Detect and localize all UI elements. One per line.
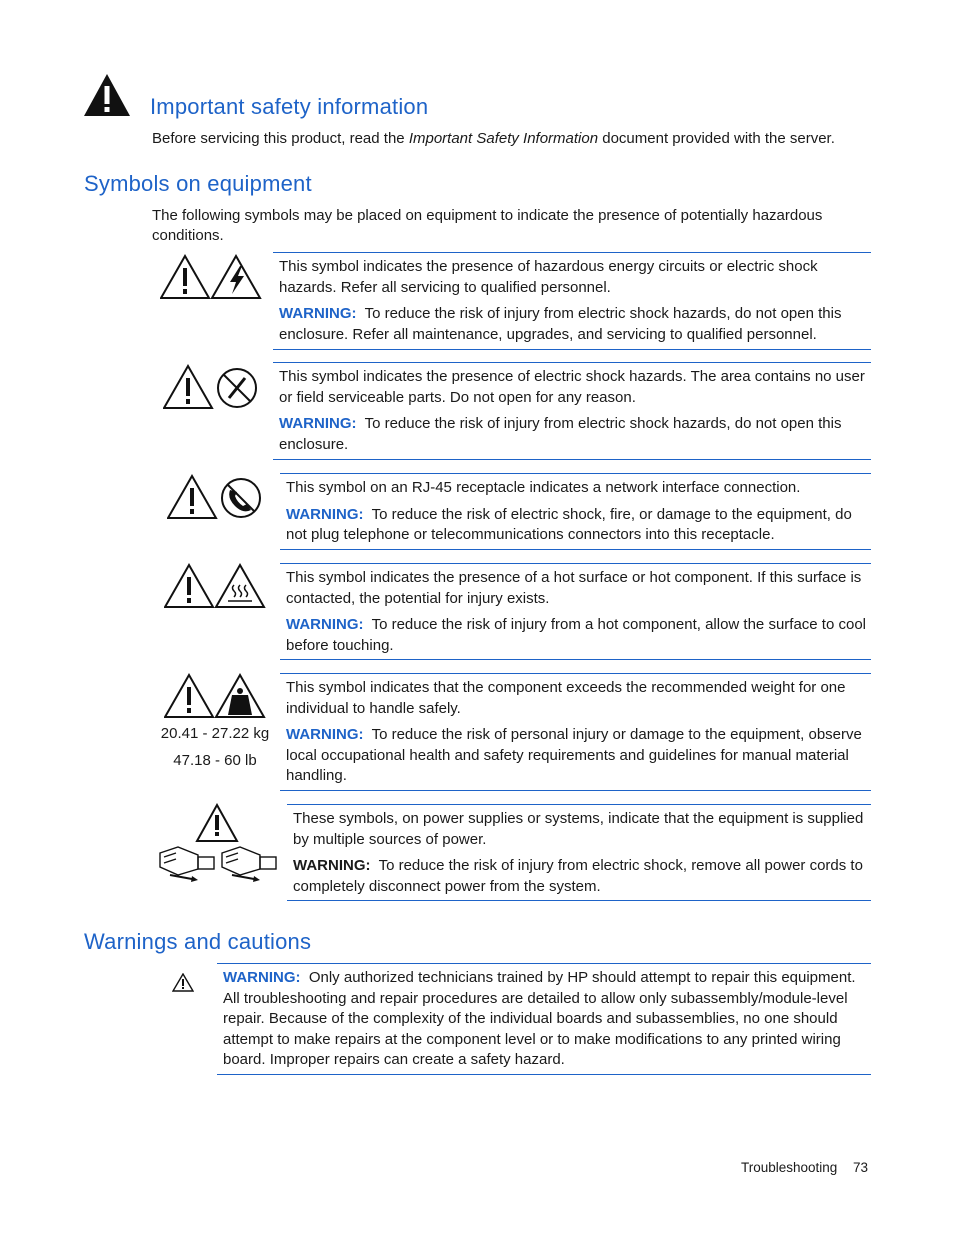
symbol-warning (286, 505, 871, 546)
warning-block (217, 963, 871, 1075)
weight-lb-label: 47.18 - 60 lb (173, 752, 257, 769)
weight-kg-label: 20.41 - 27.22 kg (160, 725, 270, 742)
warning-text: To reduce the risk of injury from electric shock hazards, do not open this enclosure. (279, 415, 842, 453)
symbol-description: This symbol indicates the presence of hazardous energy circuits or electric shock hazards. Refer all servicing to qualified personnel. (279, 258, 818, 296)
symbol-warning (286, 725, 871, 787)
warning-label: WARNING: (223, 969, 301, 986)
important-safety-body (152, 129, 872, 149)
warning-text: Only authorized technicians trained by HP should attempt to repair this equipment. All troubleshooting and repair procedures are detailed to allow only subassembly/module-level repair. Because of the complexity of the individual boards and subassemblies, no one should attempt to make repairs at the component level or to make modifications to any printed wiring board. Improper repairs can create a safety hazard. (223, 969, 856, 1068)
no-telephone-icon (167, 474, 263, 520)
warning-label: WARNING: (279, 415, 357, 432)
important-body-doc-title: Important Safety Information (408, 130, 599, 147)
warning-label: WARNING: (286, 616, 364, 633)
warning-text: To reduce the risk of injury from a hot component, allow the surface to cool before touching. (286, 616, 866, 654)
warning-label: WARNING: (286, 726, 364, 743)
warning-triangle-icon (83, 73, 131, 117)
heavy-weight-icon (164, 673, 266, 719)
symbols-intro: The following symbols may be placed on equipment to indicate the presence of potentially hazardous conditions. (152, 207, 823, 244)
symbol-warning (293, 856, 871, 897)
important-safety-title: Important safety information (150, 94, 429, 119)
warning-label: WARNING: (286, 505, 364, 523)
warnings-title: Warnings and cautions (84, 929, 312, 954)
symbol-warning (286, 615, 871, 656)
important-body-pre: Before servicing this product, read the (152, 130, 409, 147)
important-body-post: document provided with the server. (598, 130, 835, 147)
symbol-warning (279, 304, 871, 345)
small-warning-icon (172, 973, 194, 992)
warning-text: To reduce the risk of injury from electric shock, remove all power cords to completely disconnect power from the system. (293, 857, 863, 895)
symbol-row-rj45 (280, 473, 871, 550)
electric-energy-icon (160, 254, 264, 300)
symbol-row-heavy-weight (280, 673, 871, 791)
footer-section-name: Troubleshooting (741, 1160, 838, 1175)
symbol-description: This symbol indicates the presence of electric shock hazards. The area contains no user or field serviceable parts. Do not open for any reason. (279, 368, 865, 406)
page-number: 73 (853, 1160, 869, 1175)
warning-text: To reduce the risk of electric shock, fire, or damage to the equipment, do not plug telephone or telecommunications connectors into this receptacle. (286, 505, 852, 543)
symbol-row-hot-surface (280, 563, 871, 660)
warning-text: To reduce the risk of injury from electric shock hazards, do not open this enclosure. Refer all maintenance, upgrades, and servicing to qualified personnel. (279, 305, 842, 343)
warning-paragraph (223, 968, 871, 1071)
multiple-power-sources-icon (156, 803, 280, 883)
symbol-description: This symbol on an RJ-45 receptacle indicates a network interface connection. (286, 479, 801, 496)
symbol-row-energy (273, 252, 871, 350)
warning-text: To reduce the risk of personal injury or damage to the equipment, observe local occupational health and safety requirements and guidelines for manual material handling. (286, 726, 862, 784)
symbol-row-shock (273, 362, 871, 460)
warning-label: WARNING: (279, 305, 357, 322)
symbol-warning (279, 414, 871, 455)
warning-label: WARNING: (293, 857, 371, 874)
symbols-title: Symbols on equipment (84, 171, 312, 196)
hot-surface-icon (164, 563, 266, 609)
symbol-row-multiple-power (287, 804, 871, 901)
no-user-serviceable-icon (163, 364, 259, 410)
symbol-description: This symbol indicates the presence of a hot surface or hot component. If this surface is contacted, the potential for injury exists. (286, 569, 862, 607)
symbol-description: This symbol indicates that the component exceeds the recommended weight for one individual to handle safely. (286, 679, 846, 717)
symbol-description: These symbols, on power supplies or systems, indicate that the equipment is supplied by multiple sources of power. (293, 810, 864, 848)
